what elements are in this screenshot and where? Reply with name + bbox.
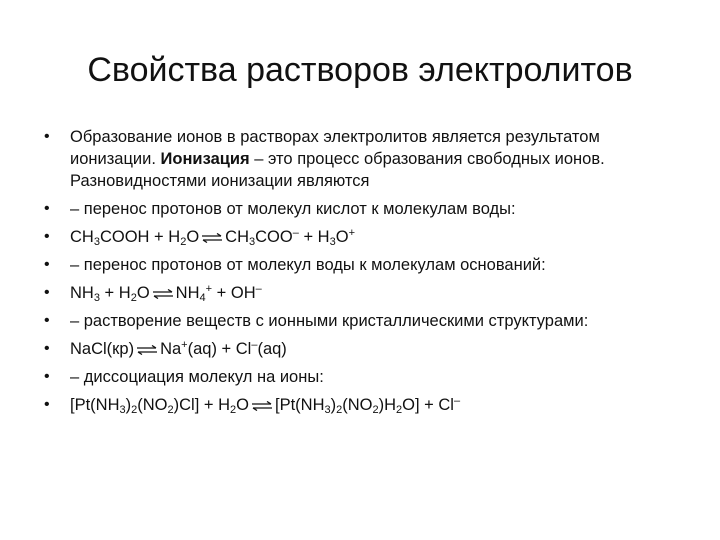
text-line: – растворение веществ с ионными кристаллическими структурами: [70,312,589,330]
slide-title: Свойства растворов электролитов [87,51,633,89]
bullet-list [44,126,694,416]
equation: NaCl(кр) Na+(aq) + Cl–(aq) [70,339,287,358]
bullet-dot-icon: • [44,228,50,245]
bullet-dot-icon: • [44,284,50,301]
text-line: – перенос протонов от молекул кислот к молекулам воды: [70,200,516,218]
bullet-dot-icon: • [44,312,50,329]
text-span: – это процесс образования свободных ионов. [249,150,605,168]
bullet-item-equation-ammonia [44,282,694,304]
bullet-item-equation-acetic [44,226,694,248]
term-ionization: Ионизация [160,150,250,168]
text-span: ионизации. [70,150,161,168]
bullet-dot-icon: • [44,128,50,145]
bullet-item-ionization [44,126,694,192]
equilibrium-arrow-icon [201,233,223,243]
equilibrium-arrow-icon [251,401,273,411]
bullet-item-equation-nacl [44,338,694,360]
equation: $[Pt(NH_3)_2(NO_2)Cl] + H_2O$ $[Pt(NH_3)_2(NO_2)H_2O] + Cl^-$ [70,395,461,416]
text-line: Разновидностями ионизации являются [70,172,370,190]
bullet-dot-icon: • [44,396,50,413]
text-line: – перенос протонов от молекул воды к молекулам оснований: [70,256,546,274]
bullet-item-equation-platinum [44,394,694,416]
bullet-item-molecular-dissociation [44,366,694,388]
equilibrium-arrow-icon [152,289,174,299]
bullet-dot-icon: • [44,368,50,385]
text-line: – диссоциация молекул на ионы: [70,368,324,386]
bullet-dot-icon: • [44,256,50,273]
equation: $NH_3 + H_2O$ $NH_4^+ + OH^-$ [70,283,262,304]
equilibrium-arrow-icon [136,345,158,355]
bullet-item-ionic-dissolution [44,310,694,332]
equation: $CH_3COOH + H_2O$ $CH_3COO^- + H_3O^+$ [70,227,355,248]
bullet-dot-icon: • [44,200,50,217]
text-line [70,148,694,170]
bullet-item-base-transfer [44,254,694,276]
bullet-dot-icon: • [44,340,50,357]
text-line: Образование ионов в растворах электролитов является результатом [70,128,600,146]
bullet-item-acid-transfer [44,198,694,220]
